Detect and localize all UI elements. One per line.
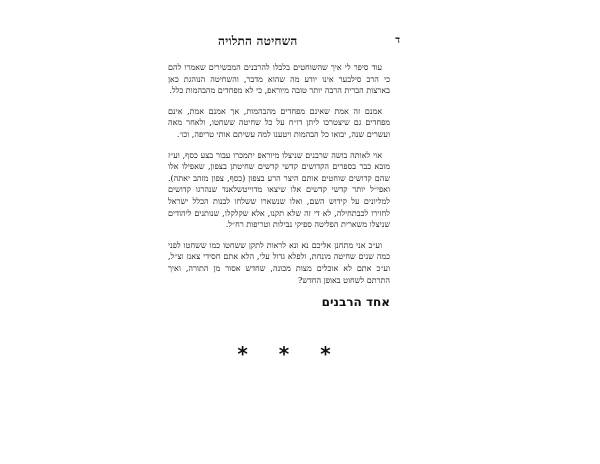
- paragraph-4: וע״כ אני מתחנן אליכם נא ונא לראות לתקן ששחטו כמו ששחטו לפני כמה שנים שחיטה מונחת, ולפלא גדול עלי, הלא אתם חסידי צאנז וצ״ל, וע״כ אתם לא אוכלים מצות מכונה, שחדש אסור מן התורה, ואיך התרתם לשחוט באופן החדש?: [168, 240, 390, 285]
- end-mark: * * *: [237, 342, 343, 366]
- paragraph-2: אמנם זה אמת שאינם מפחדים מהבהמות, אך אמנם אמת, אינם מפחדים גם שיצטרכו ליתן דו״ח על כל שחיטה ששחטו, ולאחר מאה ועשרים שנה, יבואו כל הבהמות ויטענו למה עשיתם אותי טריפה, וכו׳.: [168, 106, 390, 139]
- paragraph-1: עוד סיפר לי איך שהשוחטים בלבלו להרבנים המכשירים שאמרו להם כי הרב סילבער אינו יודע מה שהוא מדבר, והשחיטה הנוהגת כאן בארצות הברית הרבה יותר טובה מיוראפ, כי לא מפחדים מהבהמות כלל.: [168, 63, 390, 96]
- body-text: [168, 62, 390, 295]
- paragraph-3: אוי לאותה בושה שרבנים שניצלו מיוראפ יתמכרו עבור בצע כסף, וע״ז מובא כבר בספרים הקדושים קדשי קדשים שחיטתן בצפון, שאפילו אלו שהם קדושים שוחטים אותם היצר הרע בצפון (כסף, צפון מזהב יאתה). ואפי״ל יותר קדשי קדשים אלו שיצאו מדוייטשלאנד שנהרגו קדושים למליונים על קידוש השם, ואלו שנשארו ששלחו לבנות הכלל ישראל לחזירו לכבתחילה, לא די זה שלא תקנו, אלא שקלקלו, שנותנים ליהודים שניצלו משארית הפליטה ספיקי נבילות וטריפות רח״ל.: [168, 150, 390, 230]
- signature: אחד הרבנים: [321, 295, 390, 309]
- page-header: [168, 34, 400, 52]
- running-title: השחיטה התלויה: [218, 34, 298, 48]
- page-number: ד: [395, 35, 400, 46]
